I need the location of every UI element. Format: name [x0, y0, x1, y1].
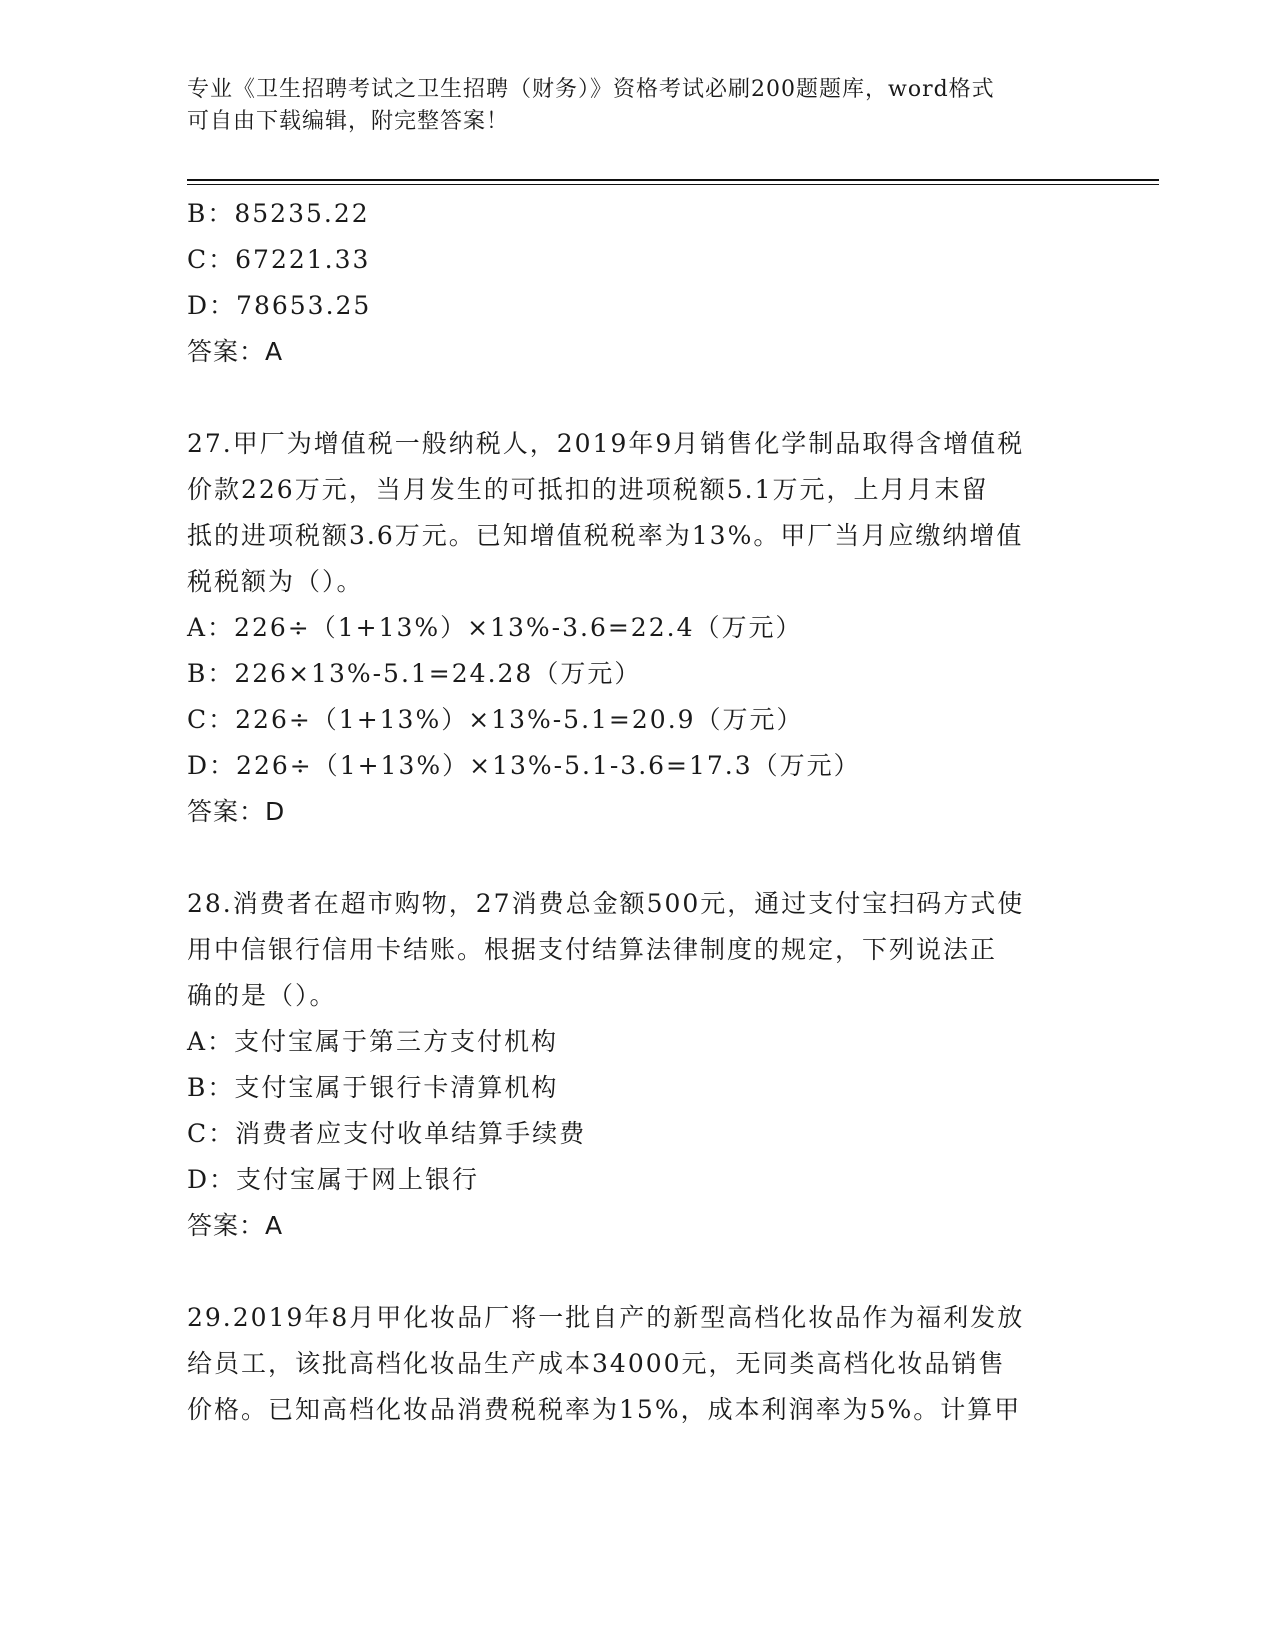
q29-stem-line-1: 29.2019年8月甲化妆品厂将一批自产的新型高档化妆品作为福利发放 — [187, 1303, 1025, 1332]
q28-option-c: C：消费者应支付收单结算手续费 — [187, 1119, 587, 1148]
q27-stem-line-3: 抵的进项税额3.6万元。已知增值税税率为13%。甲厂当月应缴纳增值 — [187, 521, 1024, 550]
q28-option-b: B：支付宝属于银行卡清算机构 — [187, 1073, 559, 1102]
header-line-2: 可自由下载编辑，附完整答案！ — [187, 109, 510, 134]
header-line-1: 专业《卫生招聘考试之卫生招聘（财务）》资格考试必刷200题题库，word格式 — [187, 77, 995, 102]
spacer — [187, 1249, 1087, 1295]
document-header — [187, 74, 1067, 138]
header-rule-thick — [187, 179, 1159, 181]
q27-option-d: D：226÷（1+13%）×13%-5.1-3.6=17.3（万元） — [187, 751, 861, 780]
q28-option-d: D：支付宝属于网上银行 — [187, 1165, 480, 1194]
q29-stem-line-3: 价格。已知高档化妆品消费税税率为15%，成本利润率为5%。计算甲 — [187, 1395, 1022, 1424]
q29-stem-line-2: 给员工，该批高档化妆品生产成本34000元，无同类高档化妆品销售 — [187, 1349, 1006, 1378]
q28-stem-line-1: 28.消费者在超市购物，27消费总金额500元，通过支付宝扫码方式使 — [187, 889, 1025, 918]
q27-stem-line-2: 价款226万元，当月发生的可抵扣的进项税额5.1万元，上月月末留 — [187, 475, 989, 504]
header-rule-thin — [187, 184, 1159, 185]
q26-option-c: C：67221.33 — [187, 245, 371, 274]
q28-stem-line-3: 确的是（）。 — [187, 981, 337, 1010]
q27-stem-line-1: 27.甲厂为增值税一般纳税人，2019年9月销售化学制品取得含增值税 — [187, 429, 1025, 458]
q26-option-d: D：78653.25 — [187, 291, 372, 320]
q28-option-a: A：支付宝属于第三方支付机构 — [187, 1027, 559, 1056]
q28-answer: 答案：A — [187, 1211, 284, 1240]
q27-option-c: C：226÷（1+13%）×13%-5.1=20.9（万元） — [187, 705, 804, 734]
q27-stem-line-4: 税税额为（）。 — [187, 567, 364, 596]
spacer — [187, 835, 1087, 881]
q26-option-b: B：85235.22 — [187, 199, 370, 228]
q26-answer: 答案：A — [187, 337, 284, 366]
q27-option-b: B：226×13%-5.1=24.28（万元） — [187, 659, 642, 688]
spacer — [187, 375, 1087, 421]
document-body — [187, 191, 1087, 1433]
q27-option-a: A：226÷（1+13%）×13%-3.6=22.4（万元） — [187, 613, 803, 642]
q27-answer: 答案：D — [187, 797, 286, 826]
q28-stem-line-2: 用中信银行信用卡结账。根据支付结算法律制度的规定，下列说法正 — [187, 935, 998, 964]
